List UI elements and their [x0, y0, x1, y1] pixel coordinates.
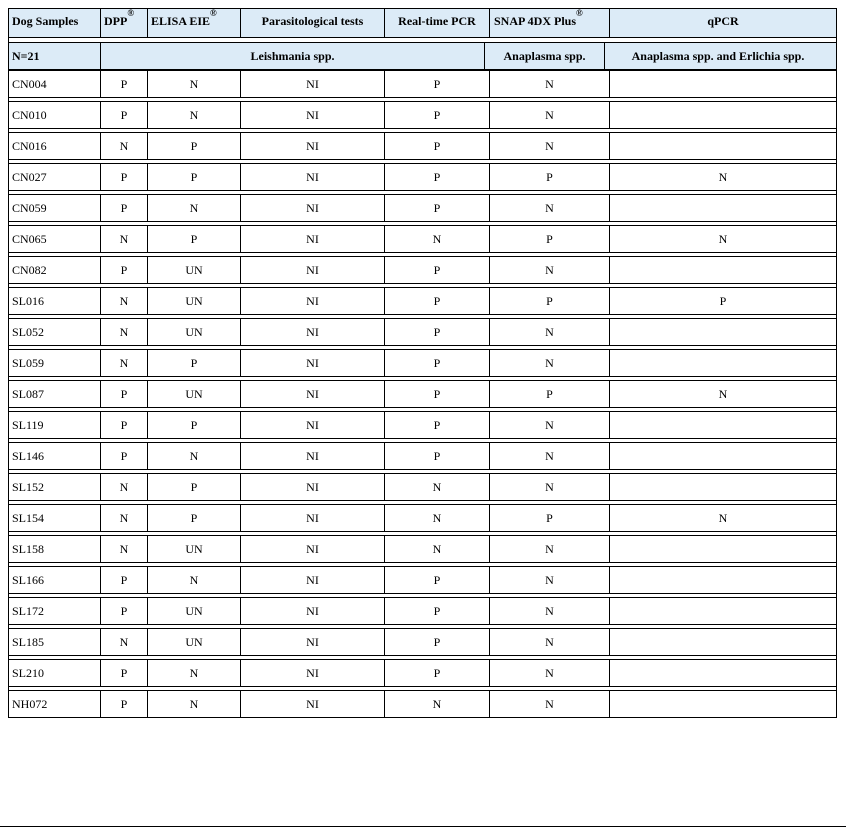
qpcr-result: [610, 257, 836, 283]
elisa-result: N: [148, 660, 241, 686]
elisa-result: N: [148, 71, 241, 97]
elisa-result: P: [148, 505, 241, 531]
table-row: [8, 349, 837, 377]
header-snap: SNAP 4DX Plus ®: [490, 9, 610, 37]
header-parasitological: Parasitological tests: [241, 9, 385, 37]
elisa-result: N: [148, 195, 241, 221]
pcr-result: P: [385, 660, 490, 686]
pcr-result: P: [385, 412, 490, 438]
qpcr-result: [610, 660, 836, 686]
table-row: [8, 659, 837, 687]
elisa-result: N: [148, 691, 241, 717]
dpp-result: P: [101, 691, 148, 717]
header-elisa: ELISA EIE ®: [148, 9, 241, 37]
table-row: [8, 380, 837, 408]
bottom-rule: [0, 826, 846, 827]
table-row: [8, 318, 837, 346]
pcr-result: P: [385, 102, 490, 128]
table-row: [8, 442, 837, 470]
dpp-result: N: [101, 288, 148, 314]
table-row: [8, 566, 837, 594]
pcr-result: P: [385, 133, 490, 159]
qpcr-result: [610, 133, 836, 159]
header-row: [8, 8, 837, 38]
parasitological-result: NI: [241, 102, 385, 128]
subheader-anaplasma: Anaplasma spp.: [485, 43, 605, 69]
parasitological-result: NI: [241, 319, 385, 345]
qpcr-result: [610, 691, 836, 717]
dpp-result: P: [101, 164, 148, 190]
parasitological-result: NI: [241, 536, 385, 562]
pcr-result: P: [385, 381, 490, 407]
snap-result: N: [490, 412, 610, 438]
qpcr-result: [610, 71, 836, 97]
sample-id: CN059: [9, 195, 101, 221]
table-row: [8, 287, 837, 315]
sample-id: CN082: [9, 257, 101, 283]
qpcr-result: [610, 195, 836, 221]
pcr-result: N: [385, 474, 490, 500]
pcr-result: P: [385, 598, 490, 624]
sample-id: CN065: [9, 226, 101, 252]
table-row: [8, 597, 837, 625]
snap-result: N: [490, 567, 610, 593]
elisa-result: N: [148, 567, 241, 593]
snap-result: N: [490, 629, 610, 655]
header-qpcr: qPCR: [707, 14, 739, 28]
subheader-anaplasma-erlichia: Anaplasma spp. and Erlichia spp.: [631, 48, 805, 63]
elisa-result: UN: [148, 257, 241, 283]
snap-result: N: [490, 443, 610, 469]
snap-result: N: [490, 133, 610, 159]
parasitological-result: NI: [241, 443, 385, 469]
parasitological-result: NI: [241, 288, 385, 314]
snap-result: P: [490, 164, 610, 190]
dpp-result: N: [101, 505, 148, 531]
qpcr-result: [610, 629, 836, 655]
pcr-result: P: [385, 195, 490, 221]
sample-id: SL185: [9, 629, 101, 655]
parasitological-result: NI: [241, 412, 385, 438]
pcr-result: P: [385, 629, 490, 655]
elisa-result: P: [148, 350, 241, 376]
parasitological-result: NI: [241, 505, 385, 531]
snap-result: P: [490, 288, 610, 314]
parasitological-result: NI: [241, 71, 385, 97]
parasitological-result: NI: [241, 381, 385, 407]
elisa-result: P: [148, 164, 241, 190]
dpp-result: N: [101, 133, 148, 159]
parasitological-result: NI: [241, 195, 385, 221]
pcr-result: N: [385, 505, 490, 531]
snap-result: N: [490, 319, 610, 345]
subheader-row: [8, 42, 837, 70]
snap-result: N: [490, 350, 610, 376]
parasitological-result: NI: [241, 164, 385, 190]
header-dpp: DPP ®: [101, 9, 148, 37]
pcr-result: P: [385, 319, 490, 345]
qpcr-result: [610, 412, 836, 438]
pcr-result: N: [385, 226, 490, 252]
table-row: [8, 194, 837, 222]
subheader-n: N=21: [9, 43, 101, 69]
qpcr-result: N: [718, 510, 728, 525]
parasitological-result: NI: [241, 691, 385, 717]
snap-result: N: [490, 536, 610, 562]
qpcr-result: [610, 474, 836, 500]
snap-result: N: [490, 71, 610, 97]
table-row: [8, 256, 837, 284]
qpcr-result: [610, 567, 836, 593]
table-row: [8, 473, 837, 501]
table-row: [8, 70, 837, 98]
pcr-result: N: [385, 536, 490, 562]
table-row: [8, 535, 837, 563]
table-row: [8, 690, 837, 718]
qpcr-result: N: [718, 169, 728, 184]
snap-result: N: [490, 195, 610, 221]
dpp-result: N: [101, 226, 148, 252]
elisa-result: P: [148, 226, 241, 252]
qpcr-result: [610, 319, 836, 345]
qpcr-result: [610, 598, 836, 624]
elisa-result: UN: [148, 598, 241, 624]
parasitological-result: NI: [241, 350, 385, 376]
dpp-result: P: [101, 381, 148, 407]
sample-id: CN004: [9, 71, 101, 97]
pcr-result: P: [385, 567, 490, 593]
pcr-result: P: [385, 164, 490, 190]
sample-id: CN016: [9, 133, 101, 159]
parasitological-result: NI: [241, 133, 385, 159]
snap-result: N: [490, 598, 610, 624]
header-dog-samples: Dog Samples: [9, 9, 101, 37]
elisa-result: UN: [148, 536, 241, 562]
qpcr-result: N: [718, 231, 728, 246]
sample-id: SL119: [9, 412, 101, 438]
sample-id: SL172: [9, 598, 101, 624]
snap-result: P: [490, 381, 610, 407]
sample-id: NH072: [9, 691, 101, 717]
dpp-result: N: [101, 536, 148, 562]
pcr-result: P: [385, 288, 490, 314]
table-body: [8, 70, 837, 718]
sample-id: CN010: [9, 102, 101, 128]
pcr-result: P: [385, 71, 490, 97]
parasitological-result: NI: [241, 474, 385, 500]
table-row: [8, 101, 837, 129]
table-row: [8, 132, 837, 160]
elisa-result: N: [148, 102, 241, 128]
sample-id: SL052: [9, 319, 101, 345]
dpp-result: P: [101, 71, 148, 97]
dpp-result: P: [101, 257, 148, 283]
table-row: [8, 411, 837, 439]
elisa-result: P: [148, 133, 241, 159]
snap-result: N: [490, 660, 610, 686]
sample-id: SL154: [9, 505, 101, 531]
dpp-result: P: [101, 598, 148, 624]
qpcr-result: [610, 443, 836, 469]
qpcr-result: [610, 536, 836, 562]
table-row: [8, 225, 837, 253]
dpp-result: N: [101, 474, 148, 500]
subheader-leishmania: Leishmania spp.: [101, 43, 485, 69]
parasitological-result: NI: [241, 226, 385, 252]
snap-result: N: [490, 474, 610, 500]
elisa-result: N: [148, 443, 241, 469]
results-table: [8, 8, 837, 718]
table-row: [8, 628, 837, 656]
snap-result: N: [490, 691, 610, 717]
dpp-result: P: [101, 102, 148, 128]
sample-id: SL152: [9, 474, 101, 500]
parasitological-result: NI: [241, 598, 385, 624]
qpcr-result: [610, 102, 836, 128]
sample-id: SL059: [9, 350, 101, 376]
dpp-result: P: [101, 660, 148, 686]
dpp-result: P: [101, 443, 148, 469]
sample-id: SL146: [9, 443, 101, 469]
elisa-result: UN: [148, 381, 241, 407]
table-row: [8, 163, 837, 191]
elisa-result: P: [148, 474, 241, 500]
pcr-result: P: [385, 350, 490, 376]
dpp-result: N: [101, 350, 148, 376]
parasitological-result: NI: [241, 257, 385, 283]
dpp-result: P: [101, 412, 148, 438]
dpp-result: P: [101, 195, 148, 221]
elisa-result: UN: [148, 319, 241, 345]
sample-id: SL210: [9, 660, 101, 686]
sample-id: CN027: [9, 164, 101, 190]
sample-id: SL158: [9, 536, 101, 562]
table-row: [8, 504, 837, 532]
elisa-result: P: [148, 412, 241, 438]
parasitological-result: NI: [241, 660, 385, 686]
qpcr-result: P: [719, 293, 727, 308]
snap-result: P: [490, 226, 610, 252]
dpp-result: N: [101, 629, 148, 655]
parasitological-result: NI: [241, 567, 385, 593]
pcr-result: P: [385, 443, 490, 469]
sample-id: SL087: [9, 381, 101, 407]
snap-result: N: [490, 257, 610, 283]
sample-id: SL016: [9, 288, 101, 314]
header-realtime-pcr: Real-time PCR: [385, 9, 490, 37]
sample-id: SL166: [9, 567, 101, 593]
snap-result: N: [490, 102, 610, 128]
elisa-result: UN: [148, 288, 241, 314]
qpcr-result: N: [718, 386, 728, 401]
pcr-result: P: [385, 257, 490, 283]
dpp-result: N: [101, 319, 148, 345]
qpcr-result: [610, 350, 836, 376]
dpp-result: P: [101, 567, 148, 593]
pcr-result: N: [385, 691, 490, 717]
snap-result: P: [490, 505, 610, 531]
elisa-result: UN: [148, 629, 241, 655]
parasitological-result: NI: [241, 629, 385, 655]
